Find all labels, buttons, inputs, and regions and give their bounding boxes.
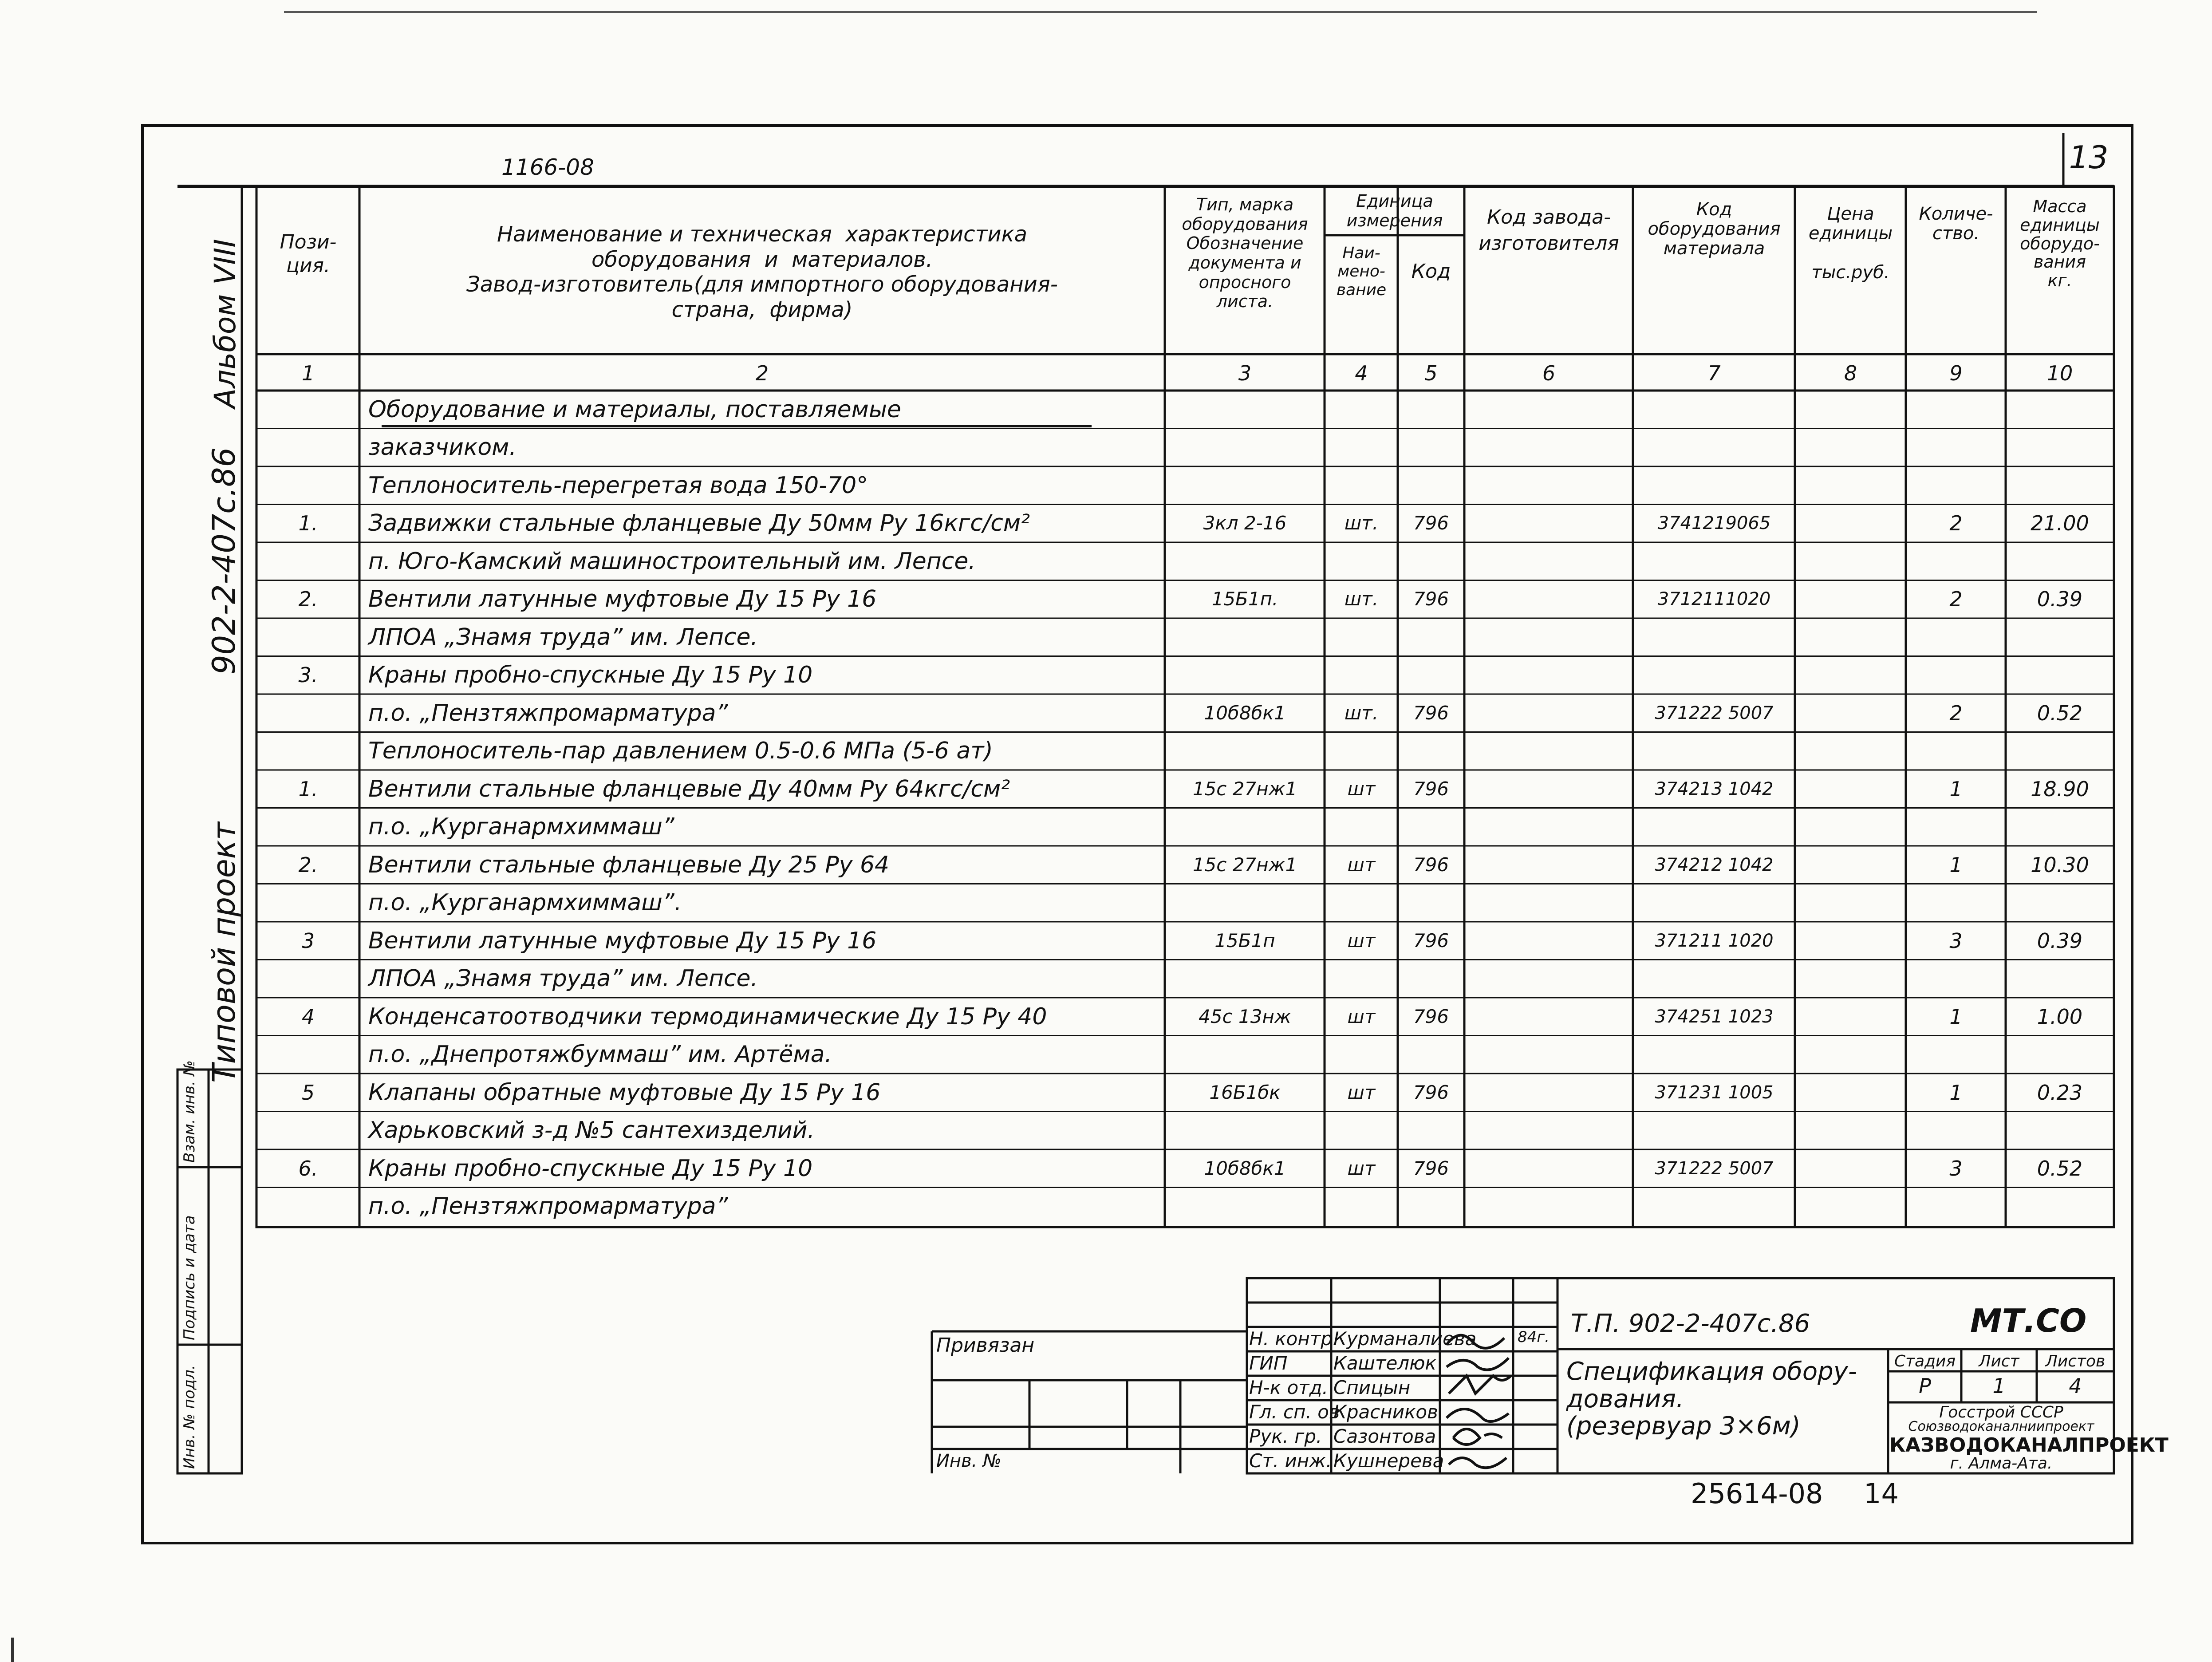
cell-qty: 2 bbox=[1949, 511, 1963, 536]
cell-name: заказчиком. bbox=[368, 434, 517, 461]
cell-ucode: 796 bbox=[1413, 1157, 1449, 1179]
project-type-side: Типовой проект bbox=[206, 822, 242, 1083]
cell-ucode: 796 bbox=[1413, 512, 1449, 534]
header-type: Тип, марка оборудования Обозначение документа и опросного листа. bbox=[1182, 195, 1308, 312]
person-5: Кушнерева bbox=[1333, 1450, 1444, 1472]
cell-type: 15Б1п bbox=[1214, 929, 1275, 951]
cell-mass: 18.90 bbox=[2031, 777, 2089, 801]
colnum-9: 9 bbox=[1949, 361, 1963, 385]
header-unit-name: Наи- мено- вание bbox=[1336, 244, 1387, 299]
org-line-2: Союзводоканалниипроект bbox=[1908, 1419, 2094, 1434]
person-3: Красников bbox=[1333, 1401, 1438, 1423]
colnum-1: 1 bbox=[301, 361, 315, 385]
cell-qty: 2 bbox=[1949, 587, 1963, 612]
cell-pos: 5 bbox=[301, 1080, 315, 1105]
cell-pos: 1. bbox=[298, 777, 318, 801]
cell-name: Оборудование и материалы, поставляемые bbox=[368, 396, 901, 423]
cell-type: 45с 13нж bbox=[1199, 1005, 1291, 1027]
cell-name: Краны пробно-спускные Ду 15 Ру 10 bbox=[368, 662, 813, 689]
cell-pos: 3. bbox=[298, 663, 318, 687]
sheets-value: 4 bbox=[2069, 1374, 2082, 1398]
cell-ucode: 796 bbox=[1413, 853, 1449, 876]
colnum-7: 7 bbox=[1707, 361, 1721, 385]
org-line-3: КАЗВОДОКАНАЛПРОЕКТ bbox=[1889, 1434, 2169, 1457]
cell-mass: 0.39 bbox=[2037, 928, 2083, 953]
cell-ucode: 796 bbox=[1413, 1005, 1449, 1027]
colnum-4: 4 bbox=[1355, 361, 1368, 385]
role-2: Н-к отд. bbox=[1249, 1377, 1329, 1398]
sheet-number: 13 bbox=[2069, 139, 2109, 176]
cell-mcode: 371231 1005 bbox=[1655, 1082, 1774, 1103]
doc-title: Спецификация обору- дования. (резервуар 3×6м) bbox=[1566, 1357, 1857, 1441]
cell-name: Теплоноситель-перегретая вода 150-70° bbox=[368, 472, 868, 499]
stamp-cell-replaced: Взам. инв. № bbox=[181, 1060, 198, 1163]
colnum-3: 3 bbox=[1238, 361, 1252, 385]
cell-name: Вентили латунные муфтовые Ду 15 Ру 16 bbox=[368, 927, 877, 954]
cell-name: п.о. „Курганармхиммаш”. bbox=[368, 889, 682, 916]
stamp-cell-signature: Подпись и дата bbox=[181, 1215, 198, 1340]
cell-pos: 2. bbox=[298, 853, 318, 877]
cell-type: 15с 27нж1 bbox=[1192, 853, 1297, 876]
cell-name: Краны пробно-спускные Ду 15 Ру 10 bbox=[368, 1155, 813, 1182]
header-unit-group: Единица измерения bbox=[1346, 191, 1443, 230]
colnum-8: 8 bbox=[1844, 361, 1857, 385]
cell-name: Вентили латунные муфтовые Ду 15 Ру 16 bbox=[368, 586, 877, 613]
cell-qty: 3 bbox=[1949, 928, 1963, 953]
cell-qty: 3 bbox=[1949, 1156, 1963, 1180]
cell-name: п.о. „Курганармхиммаш” bbox=[368, 813, 674, 841]
cell-name: Вентили стальные фланцевые Ду 25 Ру 64 bbox=[368, 851, 890, 878]
header-name: Наименование и техническая характеристика оборудования и материалов. Завод-изготовитель(для импортного оборудования- страна, фирма) bbox=[466, 222, 1058, 322]
cell-mcode: 374212 1042 bbox=[1655, 854, 1774, 875]
cell-mcode: 371211 1020 bbox=[1655, 930, 1774, 951]
cell-qty: 2 bbox=[1949, 701, 1963, 725]
bottom-code: 25614-08 bbox=[1691, 1477, 1823, 1510]
signature-2 bbox=[1449, 1376, 1511, 1394]
cell-pos: 4 bbox=[301, 1004, 315, 1029]
cell-mass: 10.30 bbox=[2031, 853, 2089, 877]
cell-mass: 0.23 bbox=[2037, 1080, 2083, 1105]
cell-type: 10б8бк1 bbox=[1204, 1157, 1286, 1179]
tied-label: Привязан bbox=[936, 1334, 1035, 1357]
cell-ucode: 796 bbox=[1413, 778, 1449, 800]
cell-unit: шт bbox=[1347, 1005, 1376, 1027]
cell-mcode: 371222 5007 bbox=[1655, 703, 1774, 723]
signature-0 bbox=[1447, 1335, 1504, 1348]
cell-name: Конденсатоотводчики термодинамические Ду 15 Ру 40 bbox=[368, 1003, 1047, 1030]
cell-mcode: 374251 1023 bbox=[1655, 1006, 1774, 1027]
cell-type: 15с 27нж1 bbox=[1192, 778, 1297, 800]
cell-name: Харьковский з-д №5 сантехизделий. bbox=[368, 1117, 815, 1144]
sheet-value: 1 bbox=[1992, 1374, 2006, 1398]
album-label: Альбом VIII bbox=[208, 239, 242, 408]
cell-name: Клапаны обратные муфтовые Ду 15 Ру 16 bbox=[368, 1079, 881, 1106]
cell-mcode: 3741219065 bbox=[1657, 513, 1771, 534]
bottom-number: 14 bbox=[1864, 1477, 1899, 1510]
cell-unit: шт. bbox=[1344, 588, 1379, 610]
cell-name: Теплоноситель-пар давлением 0.5-0.6 МПа (5-6 ат) bbox=[368, 738, 993, 765]
cell-mass: 0.39 bbox=[2037, 587, 2083, 612]
cell-qty: 1 bbox=[1949, 853, 1963, 877]
cell-mcode: 374213 1042 bbox=[1655, 778, 1774, 799]
colnum-6: 6 bbox=[1542, 361, 1556, 385]
cell-name: ЛПОА „Знамя труда” им. Лепсе. bbox=[368, 965, 758, 992]
cell-unit: шт. bbox=[1344, 702, 1379, 724]
sheet-label: Лист bbox=[1979, 1352, 2019, 1370]
cell-qty: 1 bbox=[1949, 1080, 1963, 1105]
cell-type: 10б8бк1 bbox=[1204, 702, 1286, 724]
cell-type: 16Б1бк bbox=[1209, 1081, 1281, 1103]
cell-pos: 2. bbox=[298, 587, 318, 612]
colnum-10: 10 bbox=[2046, 361, 2073, 385]
cell-unit: шт bbox=[1347, 1081, 1376, 1103]
role-0: Н. контр. bbox=[1249, 1328, 1339, 1350]
cell-mcode: 3712111020 bbox=[1657, 589, 1771, 610]
cell-mass: 0.52 bbox=[2037, 1156, 2083, 1180]
colnum-2: 2 bbox=[755, 361, 769, 385]
cell-ucode: 796 bbox=[1413, 929, 1449, 951]
signature-4 bbox=[1453, 1429, 1502, 1445]
stamp-cell-inventory: Инв. № подл. bbox=[181, 1365, 198, 1469]
org-line-4: г. Алма-Ата. bbox=[1950, 1454, 2053, 1473]
cell-name: Задвижки стальные фланцевые Ду 50мм Ру 16кгс/см² bbox=[368, 510, 1030, 537]
header-material-code: Код оборудования материала bbox=[1648, 199, 1781, 259]
cell-qty: 1 bbox=[1949, 777, 1963, 801]
cell-ucode: 796 bbox=[1413, 1081, 1449, 1103]
header-position: Пози- ция. bbox=[280, 231, 337, 277]
role-5: Ст. инж. bbox=[1249, 1450, 1332, 1472]
cell-type: 15Б1п. bbox=[1211, 588, 1278, 610]
signature-1 bbox=[1447, 1358, 1509, 1370]
cell-name: п.о. „Пензтяжпромарматура” bbox=[368, 699, 728, 726]
person-0: Курманалиева bbox=[1333, 1328, 1477, 1350]
cell-name: ЛПОА „Знамя труда” им. Лепсе. bbox=[368, 624, 758, 651]
header-qty: Количе- ство. bbox=[1919, 204, 1993, 244]
stage-label: Стадия bbox=[1894, 1352, 1956, 1370]
cell-unit: шт bbox=[1347, 929, 1376, 951]
person-2: Спицын bbox=[1333, 1377, 1411, 1398]
header-factory-code: Код завода- изготовителя bbox=[1479, 206, 1619, 255]
doc-mark: МТ.СО bbox=[1970, 1302, 2087, 1339]
cell-pos: 6. bbox=[298, 1156, 318, 1180]
person-4: Сазонтова bbox=[1333, 1425, 1436, 1447]
sheets-label: Листов bbox=[2045, 1352, 2106, 1370]
cell-name: п.о. „Днепротяжбуммаш” им. Артёма. bbox=[368, 1041, 832, 1068]
cell-mass: 21.00 bbox=[2031, 511, 2089, 536]
header-mass: Масса единицы оборудо- вания кг. bbox=[2020, 197, 2100, 291]
cell-mcode: 371222 5007 bbox=[1655, 1158, 1774, 1179]
date-cell: 84г. bbox=[1518, 1328, 1550, 1346]
inv-label: Инв. № bbox=[936, 1451, 1002, 1471]
cell-ucode: 796 bbox=[1413, 702, 1449, 724]
org-line-1: Госстрой СССР bbox=[1939, 1403, 2063, 1421]
signature-3 bbox=[1447, 1409, 1509, 1421]
cell-mass: 0.52 bbox=[2037, 701, 2083, 725]
role-3: Гл. сп. ов bbox=[1249, 1401, 1340, 1423]
cell-qty: 1 bbox=[1949, 1004, 1963, 1029]
cell-type: 3кл 2-16 bbox=[1203, 512, 1287, 534]
cell-name: Вентили стальные фланцевые Ду 40мм Ру 64кгс/см² bbox=[368, 775, 1010, 802]
role-1: ГИП bbox=[1249, 1352, 1288, 1374]
cell-unit: шт bbox=[1347, 853, 1376, 876]
header-price: Цена единицы тыс.руб. bbox=[1808, 204, 1893, 283]
cell-unit: шт. bbox=[1344, 512, 1379, 534]
cell-name: п.о. „Пензтяжпромарматура” bbox=[368, 1193, 728, 1220]
colnum-5: 5 bbox=[1424, 361, 1438, 385]
cell-pos: 3 bbox=[301, 928, 315, 953]
cell-unit: шт bbox=[1347, 778, 1376, 800]
cell-ucode: 796 bbox=[1413, 588, 1449, 610]
cell-name: п. Юго-Камский машиностроительный им. Лепсе. bbox=[368, 548, 976, 575]
cell-pos: 1. bbox=[298, 511, 318, 536]
cell-unit: шт bbox=[1347, 1157, 1376, 1179]
header-unit-code: Код bbox=[1411, 260, 1451, 283]
role-4: Рук. гр. bbox=[1249, 1425, 1322, 1447]
doc-code: Т.П. 902-2-407с.86 bbox=[1571, 1309, 1810, 1338]
person-1: Каштелюк bbox=[1333, 1352, 1436, 1374]
signature-5 bbox=[1449, 1458, 1506, 1468]
top-code: 1166-08 bbox=[501, 154, 594, 180]
project-code-side: 902-2-407с.86 bbox=[206, 447, 242, 675]
stage-value: Р bbox=[1919, 1374, 1931, 1398]
cell-mass: 1.00 bbox=[2037, 1004, 2083, 1029]
